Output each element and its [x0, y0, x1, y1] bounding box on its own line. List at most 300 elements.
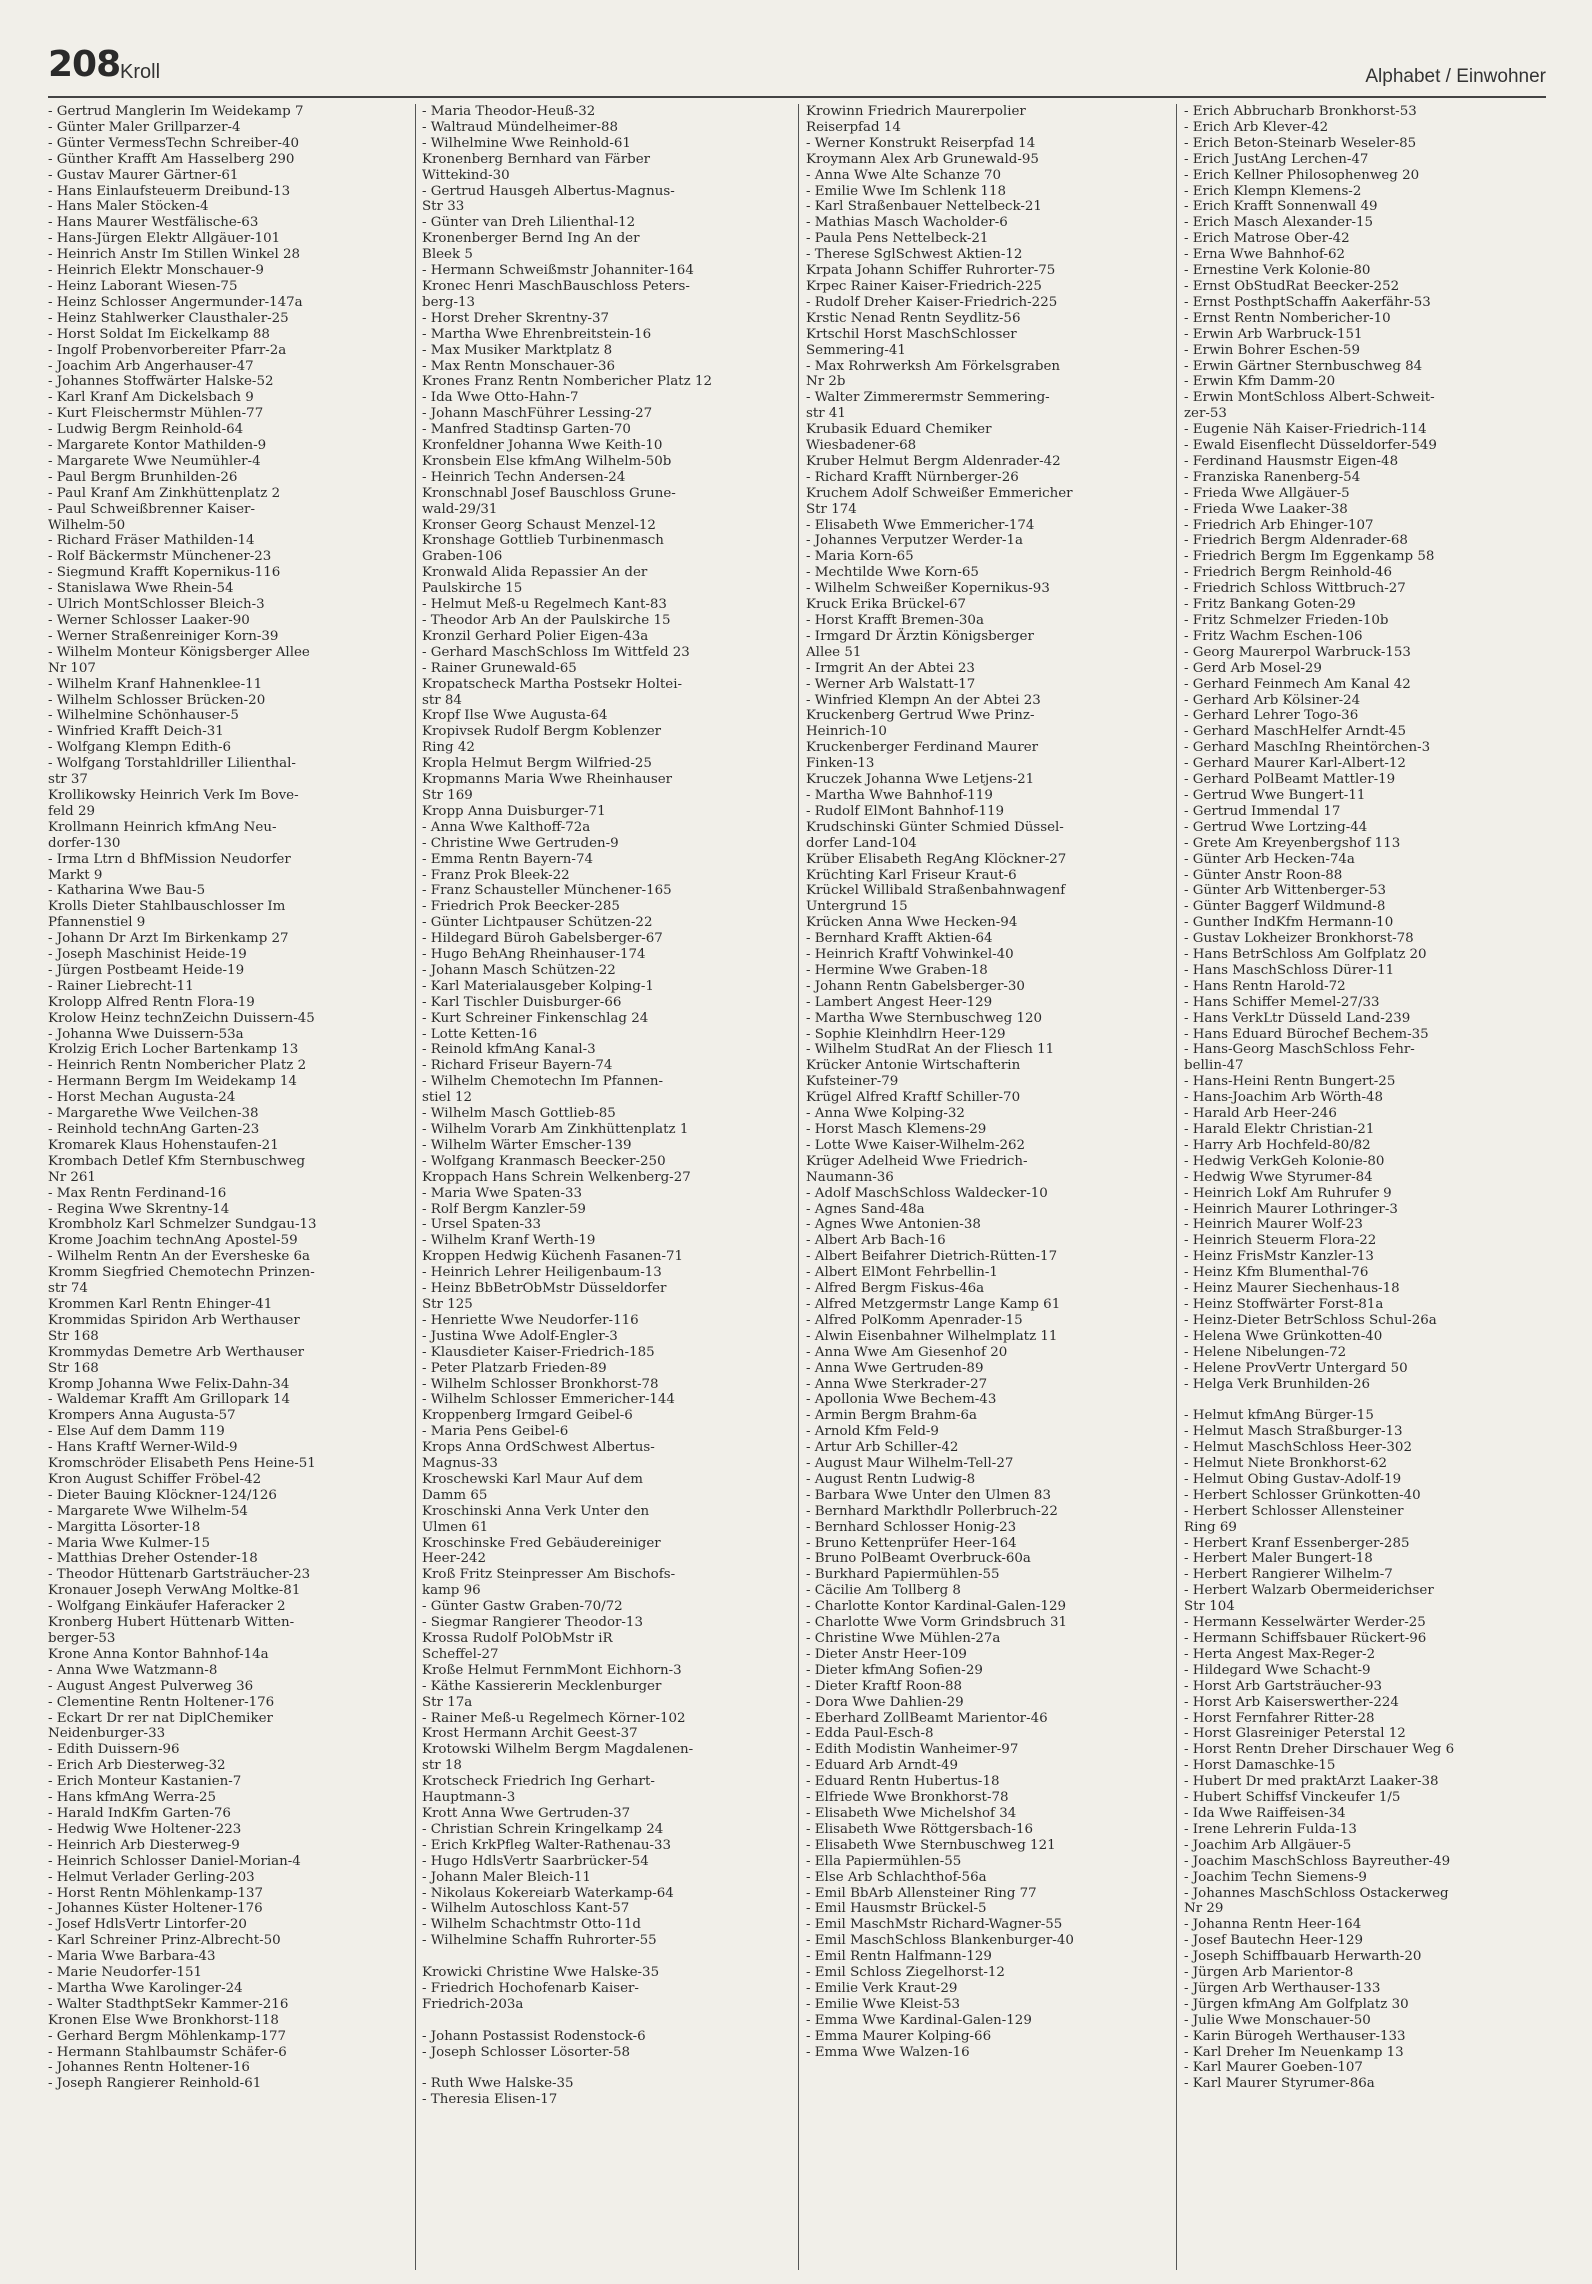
directory-entry-line: - Harald Elektr Christian-21 [1184, 1122, 1375, 1137]
directory-entry-line: Krücker Antonie Wirtschafterin [806, 1058, 1021, 1074]
directory-entry-line: - Gerhard MaschSchloss Im Wittfeld 23 [422, 644, 690, 660]
directory-entry-line: - Alfred Metzgermstr Lange Kamp 61 [806, 1296, 1061, 1312]
directory-entry-line: - Sophie Kleinhdlrn Heer-129 [806, 1026, 1006, 1042]
directory-entry-line: - Gertrud Immendal 17 [1184, 803, 1341, 819]
directory-entry-line: - Margarete Wwe Neumühler-4 [48, 453, 261, 469]
directory-entry-line: Kronenberg Bernhard van Färber [422, 151, 651, 167]
directory-entry-line: - August Angest Pulverweg 36 [48, 1678, 254, 1694]
directory-entry-line: Graben-106 [422, 549, 503, 565]
column-rule [1176, 104, 1177, 2270]
directory-entry-line: - Ruth Wwe Halske-35 [422, 2076, 574, 2092]
directory-entry-line: Krüber Elisabeth RegAng Klöckner-27 [806, 851, 1067, 867]
column-4 [1184, 104, 1546, 2270]
directory-entry-line: Kromschröder Elisabeth Pens Heine-51 [48, 1456, 316, 1472]
directory-entry-line: Damm 65 [422, 1487, 488, 1503]
directory-entry-line: - Maria Wwe Spaten-33 [422, 1185, 583, 1201]
directory-entry-line: - Herbert Walzarb Obermeiderichser [1184, 1583, 1434, 1599]
directory-entry-line: - Heinz-Dieter BetrSchloss Schul-26a [1184, 1312, 1437, 1328]
directory-entry-line: - Helmut MaschSchloss Heer-302 [1184, 1440, 1412, 1456]
directory-entry-line: - Eduard Rentn Hubertus-18 [806, 1774, 1000, 1790]
directory-entry-line: str 41 [806, 406, 846, 422]
directory-entry-line: - Hans-Joachim Arb Wörth-48 [1184, 1090, 1384, 1106]
directory-entry-line: Kromm Siegfried Chemotechn Prinzen- [48, 1265, 315, 1281]
directory-entry-line: - Waltraud Mündelheimer-88 [422, 119, 619, 135]
directory-entry-line: - Hans Maler Stöcken-4 [48, 199, 209, 215]
directory-entry-line: - Wilhelm Monteur Königsberger Allee [48, 644, 310, 660]
directory-entry-line: - Heinrich Anstr Im Stillen Winkel 28 [48, 247, 301, 263]
directory-entry-line: - Josef HdlsVertr Lintorfer-20 [48, 1917, 247, 1933]
directory-entry-line: - Wilhelmine Schaffn Ruhrorter-55 [422, 1933, 657, 1949]
directory-entry-line: - Anna Wwe Sterkrader-27 [806, 1376, 988, 1392]
directory-entry-line: - Margitta Lösorter-18 [48, 1519, 201, 1535]
directory-entry-line: - Frieda Wwe Laaker-38 [1184, 501, 1348, 517]
directory-entry-line: - Mathias Masch Wacholder-6 [806, 215, 1008, 231]
directory-entry-line: Kropf Ilse Wwe Augusta-64 [422, 708, 608, 724]
directory-entry-line: - Ursel Spaten-33 [422, 1217, 542, 1233]
directory-entry-line: - Heinz BbBetrObMstr Düsseldorfer [422, 1281, 667, 1297]
directory-entry-line: Krüger Adelheid Wwe Friedrich- [806, 1153, 1028, 1169]
directory-entry-line: - Horst Masch Klemens-29 [806, 1122, 987, 1137]
directory-entry-line: - Erna Wwe Bahnhof-62 [1184, 247, 1346, 263]
directory-entry-line: - Emilie Verk Kraut-29 [806, 1980, 958, 1996]
directory-entry-line: - Erwin Bohrer Eschen-59 [1184, 342, 1360, 358]
directory-entry-line: - Irmgard Dr Ärztin Königsberger [806, 628, 1034, 644]
directory-entry-line: - Else Auf dem Damm 119 [48, 1424, 225, 1440]
directory-entry-line: - Hedwig VerkGeh Kolonie-80 [1184, 1153, 1385, 1169]
directory-entry-line: Kronec Henri MaschBauschloss Peters- [422, 278, 690, 294]
directory-entry-line: - Helmut kfmAng Bürger-15 [1184, 1408, 1374, 1424]
directory-entry-line: - Agnes Wwe Antonien-38 [806, 1217, 981, 1233]
directory-entry-line: - Rainer Liebrecht-11 [48, 978, 194, 994]
directory-entry-line: - Hugo HdlsVertr Saarbrücker-54 [422, 1853, 649, 1869]
directory-entry-line: - Wilhelm Schlosser Bronkhorst-78 [422, 1376, 659, 1392]
page-header [48, 44, 1546, 98]
directory-entry-line: Krügel Alfred Kraftf Schiller-70 [806, 1090, 1021, 1106]
directory-entry-line: - Hans VerkLtr Düsseld Land-239 [1184, 1010, 1411, 1026]
directory-entry-line: Krommidas Spiridon Arb Werthauser [48, 1312, 300, 1328]
directory-entry-line: - Gertrud Hausgeh Albertus-Magnus- [422, 183, 675, 199]
directory-entry-line: - Anna Wwe Watzmann-8 [48, 1662, 218, 1678]
directory-entry-line: - Erwin Kfm Damm-20 [1184, 374, 1336, 390]
directory-entry-line: - Irene Lehrerin Fulda-13 [1184, 1821, 1357, 1837]
directory-entry-line: str 37 [48, 772, 88, 788]
directory-entry-line: Kronen Else Wwe Bronkhorst-118 [48, 2012, 279, 2028]
directory-entry-line: - August Maur Wilhelm-Tell-27 [806, 1456, 1014, 1472]
directory-entry-line: - Wilhelmine Wwe Reinhold-61 [422, 135, 631, 151]
directory-entry-line: Krolow Heinz technZeichn Duissern-45 [48, 1010, 315, 1026]
directory-entry-line: Kroppenberg Irmgard Geibel-6 [422, 1408, 633, 1424]
directory-entry-line: Krubasik Eduard Chemiker [806, 422, 992, 438]
directory-entry-line: - Julie Wwe Monschauer-50 [1184, 2012, 1371, 2028]
directory-entry-line: - Hans Einlaufsteuerm Dreibund-13 [48, 183, 291, 199]
directory-entry-line: - Johannes Küster Holtener-176 [48, 1901, 263, 1917]
directory-entry-line: - Erich Arb Klever-42 [1184, 119, 1329, 135]
directory-entry-line: - Gertrud Wwe Bungert-11 [1184, 787, 1366, 803]
directory-entry-line: - Fritz Bankang Goten-29 [1184, 597, 1356, 613]
column-rule [415, 104, 416, 2270]
directory-entry-line: - Winfried Krafft Deich-31 [48, 724, 224, 740]
directory-entry-line: - Emilie Wwe Kleist-53 [806, 1996, 960, 2012]
directory-entry-line: - Karl Materialausgeber Kolping-1 [422, 978, 654, 994]
directory-entry-line: - Erich Klempn Klemens-2 [1184, 183, 1362, 199]
directory-entry-line: - Günther Krafft Am Hasselberg 290 [48, 151, 295, 167]
directory-entry-line: - Ewald Eisenflecht Düsseldorfer-549 [1184, 438, 1437, 454]
directory-entry-line: - Cäcilie Am Tollberg 8 [806, 1583, 961, 1599]
directory-entry-line: - Kurt Schreiner Finkenschlag 24 [422, 1010, 649, 1026]
directory-entry-line: - Karl Dreher Im Neuenkamp 13 [1184, 2044, 1404, 2060]
directory-entry-line: - Dieter Kraftf Roon-88 [806, 1678, 963, 1694]
directory-entry-line: - Käthe Kassiererin Mecklenburger [422, 1678, 662, 1694]
directory-entry-line: - Winfried Klempn An der Abtei 23 [806, 692, 1041, 708]
directory-entry-line: Krolzig Erich Locher Bartenkamp 13 [48, 1042, 299, 1058]
directory-entry-line: - Franz Prok Bleek-22 [422, 867, 570, 883]
directory-entry-line: - Ernst PosthptSchaffn Aakerfähr-53 [1184, 294, 1431, 310]
directory-entry-line: - Gerhard Lehrer Togo-36 [1184, 708, 1359, 724]
directory-entry-line: - Wilhelm Vorarb Am Zinkhüttenplatz 1 [422, 1122, 689, 1137]
directory-entry-line: Kruckenberger Ferdinand Maurer [806, 740, 1039, 756]
directory-entry-line: Kronsbein Else kfmAng Wilhelm-50b [422, 453, 672, 469]
directory-entry-line: Nr 2b [806, 374, 846, 390]
directory-entry-line: - Helmut Meß-u Regelmech Kant-83 [422, 597, 667, 613]
directory-entry-line: - Helene ProvVertr Untergard 50 [1184, 1360, 1408, 1376]
column-rule [798, 104, 799, 2270]
directory-entry-line: - Heinrich Rentn Nombericher Platz 2 [48, 1058, 307, 1074]
directory-entry-line: Kronberg Hubert Hüttenarb Witten- [48, 1615, 295, 1631]
directory-entry-line: - Heinrich Maurer Lothringer-3 [1184, 1201, 1398, 1217]
directory-entry-line: - Jürgen Postbeamt Heide-19 [48, 962, 245, 978]
directory-entry-line: Krtschil Horst MaschSchlosser [806, 326, 1017, 342]
directory-entry-line: - Paul Bergm Brunhilden-26 [48, 469, 238, 485]
directory-entry-line: Krowicki Christine Wwe Halske-35 [422, 1965, 660, 1981]
directory-entry-line: - Friedrich Prok Beecker-285 [422, 899, 620, 915]
directory-entry-line: - Bruno PolBeamt Overbruck-60a [806, 1551, 1031, 1567]
directory-entry-line: Kronser Georg Schaust Menzel-12 [422, 517, 656, 533]
directory-entry-line: - Joseph Schiffbauarb Herwarth-20 [1184, 1949, 1422, 1965]
directory-entry-line: - Anna Wwe Am Giesenhof 20 [806, 1344, 1008, 1360]
directory-entry-line: Krome Joachim technAng Apostel-59 [48, 1233, 298, 1249]
directory-entry-line: - Lambert Angest Heer-129 [806, 994, 993, 1010]
directory-entry-line: - Richard Krafft Nürnberger-26 [806, 469, 1019, 485]
directory-entry-line: Ring 69 [1184, 1519, 1237, 1535]
directory-entry-line: - Heinrich Techn Andersen-24 [422, 469, 626, 485]
directory-entry-line: - Wilhelm Autoschloss Kant-57 [422, 1901, 630, 1917]
directory-entry-line: - Emil Hausmstr Brückel-5 [806, 1901, 987, 1917]
directory-entry-line: Krolls Dieter Stahlbauschlosser Im [48, 899, 286, 915]
directory-entry-line: Str 174 [806, 501, 857, 517]
directory-entry-line: Krommydas Demetre Arb Werthauser [48, 1344, 305, 1360]
directory-entry-line: - Margarete Wwe Wilhelm-54 [48, 1503, 248, 1519]
directory-entry-line: - Wilhelm Kranf Hahnenklee-11 [48, 676, 263, 692]
directory-entry-line: Krollikowsky Heinrich Verk Im Bove- [48, 787, 299, 803]
directory-entry-line: - Richard Fräser Mathilden-14 [48, 533, 255, 549]
directory-entry-line: - Emma Wwe Kardinal-Galen-129 [806, 2012, 1032, 2028]
directory-entry-line: - Hermann Kesselwärter Werder-25 [1184, 1615, 1426, 1631]
directory-entry-line: - Elfriede Wwe Bronkhorst-78 [806, 1790, 1009, 1806]
directory-entry-line: Kroppach Hans Schrein Welkenberg-27 [422, 1169, 691, 1185]
directory-entry-line: Wiesbadener-68 [806, 438, 917, 454]
directory-entry-line: - Hans-Georg MaschSchloss Fehr- [1184, 1042, 1415, 1058]
directory-entry-line: - Frieda Wwe Allgäuer-5 [1184, 485, 1350, 501]
directory-entry-line: - Karl Maurer Goeben-107 [1184, 2060, 1363, 2076]
directory-entry-line: - Heinrich Elektr Monschauer-9 [48, 263, 264, 279]
directory-entry-line: - Wolfgang Einkäufer Haferacker 2 [48, 1599, 286, 1615]
directory-entry-line: - Else Arb Schlachthof-56a [806, 1869, 987, 1885]
directory-entry-line: - Heinrich Lokf Am Ruhrufer 9 [1184, 1185, 1392, 1201]
directory-entry-line: - Margarete Kontor Mathilden-9 [48, 438, 267, 454]
directory-entry-line: Allee 51 [806, 644, 862, 660]
directory-entry-line: - Maria Theodor-Heuß-32 [422, 104, 596, 119]
directory-entry-line: - Arnold Kfm Feld-9 [806, 1424, 939, 1440]
directory-entry-line: - Klausdieter Kaiser-Friedrich-185 [422, 1344, 655, 1360]
directory-entry-line: Kufsteiner-79 [806, 1074, 899, 1090]
directory-entry-line: - Horst Mechan Augusta-24 [48, 1090, 236, 1106]
directory-entry-line: - Emil MaschSchloss Blankenburger-40 [806, 1933, 1074, 1949]
directory-entry-line: Kroppen Hedwig Küchenh Fasanen-71 [422, 1249, 684, 1265]
directory-entry-line: - Werner Straßenreiniger Korn-39 [48, 628, 279, 644]
directory-entry-line: - Horst Glasreiniger Peterstal 12 [1184, 1726, 1406, 1742]
directory-entry-line: - Elisabeth Wwe Sternbuschweg 121 [806, 1837, 1056, 1853]
directory-entry-line: - Albert ElMont Fehrbellin-1 [806, 1265, 998, 1281]
directory-entry-line: Krudschinski Günter Schmied Düssel- [806, 819, 1064, 835]
directory-entry-line: Kropla Helmut Bergm Wilfried-25 [422, 756, 652, 772]
directory-entry-line: - Wolfgang Torstahldriller Lilienthal- [48, 756, 296, 772]
directory-entry-line: - Johann Rentn Gabelsberger-30 [806, 978, 1025, 994]
directory-entry-line: - Justina Wwe Adolf-Engler-3 [422, 1328, 618, 1344]
directory-entry-line: - Ella Papiermühlen-55 [806, 1853, 962, 1869]
directory-entry-line: - Georg Maurerpol Warbruck-153 [1184, 644, 1411, 660]
directory-entry-line: - Johannes Rentn Holtener-16 [48, 2060, 250, 2076]
directory-entry-line: - Dieter Bauing Klöckner-124/126 [48, 1487, 277, 1503]
directory-entry-line: - Edith Duissern-96 [48, 1742, 180, 1758]
directory-entry-line: - Dieter Anstr Heer-109 [806, 1646, 967, 1662]
directory-entry-line: - Rudolf Dreher Kaiser-Friedrich-225 [806, 294, 1058, 310]
directory-entry-line: - Erich Abbrucharb Bronkhorst-53 [1184, 104, 1417, 119]
directory-entry-line: - Erich Kellner Philosophenweg 20 [1184, 167, 1420, 183]
directory-entry-line: - Günter van Dreh Lilienthal-12 [422, 215, 636, 231]
directory-entry-line: Krost Hermann Archit Geest-37 [422, 1726, 638, 1742]
directory-entry-line: - Friedrich Hochofenarb Kaiser- [422, 1980, 639, 1996]
directory-entry-line: - Heinrich Maurer Wolf-23 [1184, 1217, 1363, 1233]
directory-entry-line: - Erwin MontSchloss Albert-Schweit- [1184, 390, 1435, 406]
directory-entry-line: - Johanna Rentn Heer-164 [1184, 1917, 1362, 1933]
directory-entry-line: - Albert Arb Bach-16 [806, 1233, 946, 1249]
directory-entry-line: - Hermann Stahlbaumstr Schäfer-6 [48, 2044, 287, 2060]
directory-entry-line: - Heinz Schlosser Angermunder-147a [48, 294, 303, 310]
directory-entry-line: - Joseph Rangierer Reinhold-61 [48, 2076, 262, 2092]
directory-entry-line: - Gerhard Maurer Karl-Albert-12 [1184, 756, 1406, 772]
directory-entry-line: - Hubert Schiffsf Vinckeufer 1/5 [1184, 1790, 1401, 1806]
directory-entry-line: - Hans Kraftf Werner-Wild-9 [48, 1440, 238, 1456]
directory-entry-line: Kromarek Klaus Hohenstaufen-21 [48, 1137, 279, 1153]
directory-entry-line: - Friedrich Arb Ehinger-107 [1184, 517, 1374, 533]
directory-entry-line: Kronfeldner Johanna Wwe Keith-10 [422, 438, 663, 454]
directory-entry-line: - Herbert Maler Bungert-18 [1184, 1551, 1373, 1567]
directory-entry-line: - Gerhard Bergm Möhlenkamp-177 [48, 2028, 287, 2044]
directory-entry-line: - Henriette Wwe Neudorfer-116 [422, 1312, 639, 1328]
directory-entry-line: bellin-47 [1184, 1058, 1244, 1074]
directory-entry-line: - Herbert Schlosser Allensteiner [1184, 1503, 1404, 1519]
directory-entry-line: Krpec Rainer Kaiser-Friedrich-225 [806, 278, 1042, 294]
directory-entry-line: - Günter Maler Grillparzer-4 [48, 119, 241, 135]
directory-entry-line: - Bernhard Schlosser Honig-23 [806, 1519, 1017, 1535]
directory-entry-line: - Herta Angest Max-Reger-2 [1184, 1646, 1376, 1662]
directory-entry-line: - Wilhelm Masch Gottlieb-85 [422, 1106, 616, 1122]
directory-entry-line: - Heinrich Schlosser Daniel-Morian-4 [48, 1853, 301, 1869]
directory-entry-line: - Emil MaschMstr Richard-Wagner-55 [806, 1917, 1063, 1933]
directory-entry-line: - Erich Matrose Ober-42 [1184, 231, 1350, 247]
directory-entry-line: - Grete Am Kreyenbergshof 113 [1184, 835, 1401, 851]
directory-entry-line: - Manfred Stadtinsp Garten-70 [422, 422, 631, 438]
directory-entry-line: - Alfred PolKomm Apenrader-15 [806, 1312, 1023, 1328]
directory-entry-line: Krossa Rudolf PolObMstr iR [422, 1631, 613, 1646]
directory-entry-line: - Jürgen Arb Marientor-8 [1184, 1965, 1354, 1981]
directory-entry-line: Kron August Schiffer Fröbel-42 [48, 1471, 262, 1487]
directory-entry-line: - Peter Platzarb Frieden-89 [422, 1360, 607, 1376]
directory-entry-line: - Ingolf Probenvorbereiter Pfarr-2a [48, 342, 287, 358]
directory-entry-line: - Gerd Arb Mosel-29 [1184, 660, 1322, 676]
directory-entry-line: - Hermann Schiffsbauer Rückert-96 [1184, 1631, 1427, 1646]
directory-entry-line: - Marie Neudorfer-151 [48, 1965, 203, 1981]
directory-entry-line: Kroße Helmut FernmMont Eichhorn-3 [422, 1662, 682, 1678]
directory-entry-line: Kruck Erika Brückel-67 [806, 597, 966, 613]
directory-entry-line: - Hermann Schweißmstr Johanniter-164 [422, 263, 694, 279]
directory-entry-line: Kroß Fritz Steinpresser Am Bischofs- [422, 1567, 676, 1583]
directory-entry-line: - Günter Lichtpauser Schützen-22 [422, 915, 653, 931]
directory-entry-line: - Eugenie Näh Kaiser-Friedrich-114 [1184, 422, 1427, 438]
directory-entry-line: - Günter Arb Hecken-74a [1184, 851, 1355, 867]
directory-entry-line: - Wilhelm Chemotechn Im Pfannen- [422, 1074, 664, 1090]
directory-entry-line: Krompers Anna Augusta-57 [48, 1408, 236, 1424]
directory-entry-line: - Maria Pens Geibel-6 [422, 1424, 569, 1440]
directory-entry-line: - Karl Straßenbauer Nettelbeck-21 [806, 199, 1042, 215]
directory-entry-line: - Katharina Wwe Bau-5 [48, 883, 206, 899]
directory-entry-line: - Gerhard Feinmech Am Kanal 42 [1184, 676, 1411, 692]
directory-entry-line: Bleek 5 [422, 247, 473, 263]
directory-entry-line: - Hermine Wwe Graben-18 [806, 962, 988, 978]
directory-entry-line: - Armin Bergm Brahm-6a [806, 1408, 977, 1424]
directory-entry-line: - Heinz Kfm Blumenthal-76 [1184, 1265, 1369, 1281]
directory-entry-line: - Eduard Arb Arndt-49 [806, 1758, 959, 1774]
directory-entry-line [422, 2060, 784, 2076]
directory-entry-line: Kronshage Gottlieb Turbinenmasch [422, 533, 664, 549]
directory-entry-line: Str 33 [422, 199, 465, 215]
directory-entry-line: Wilhelm-50 [48, 517, 126, 533]
directory-entry-line: - Johanna Wwe Duissern-53a [48, 1026, 244, 1042]
directory-entry-line: - Hildegard Wwe Schacht-9 [1184, 1662, 1371, 1678]
directory-entry-line: - Johann Maler Bleich-11 [422, 1869, 591, 1885]
directory-entry-line: - Artur Arb Schiller-42 [806, 1440, 959, 1456]
directory-entry-line: - Josef Bautechn Heer-129 [1184, 1933, 1363, 1949]
directory-entry-line: - Gerhard MaschHelfer Arndt-45 [1184, 724, 1406, 740]
directory-entry-line: Wittekind-30 [422, 167, 510, 183]
directory-entry-line: - Siegmar Rangierer Theodor-13 [422, 1615, 643, 1631]
directory-entry-line: - Günter Baggerf Wildmund-8 [1184, 899, 1386, 915]
directory-entry-line: Kruczek Johanna Wwe Letjens-21 [806, 772, 1035, 788]
directory-entry-line: - Ulrich MontSchlosser Bleich-3 [48, 597, 265, 613]
directory-entry-line: Krones Franz Rentn Nombericher Platz 12 [422, 374, 713, 390]
directory-entry-line: Krops Anna OrdSchwest Albertus- [422, 1440, 655, 1456]
directory-entry-line: - Mechtilde Wwe Korn-65 [806, 565, 979, 581]
directory-entry-line: - Gunther IndKfm Hermann-10 [1184, 915, 1394, 931]
directory-entry-line [422, 2013, 784, 2029]
directory-entry-line: - Hans Schiffer Memel-27/33 [1184, 994, 1380, 1010]
directory-entry-line: Kruchem Adolf Schweißer Emmericher [806, 485, 1073, 501]
directory-entry-line: Krollmann Heinrich kfmAng Neu- [48, 819, 277, 835]
directory-entry-line: Str 17a [422, 1694, 473, 1710]
directory-entry-line: Krone Anna Kontor Bahnhof-14a [48, 1646, 269, 1662]
directory-entry-line: - Maria Wwe Kulmer-15 [48, 1535, 211, 1551]
directory-entry-line: - Wolfgang Kranmasch Beecker-250 [422, 1153, 666, 1169]
directory-entry-line: - Johannes Verputzer Werder-1a [806, 533, 1024, 549]
directory-entry-line: - Therese SglSchwest Aktien-12 [806, 247, 1023, 263]
directory-entry-line: Magnus-33 [422, 1456, 498, 1472]
directory-entry-line: - Max Rohrwerksh Am Förkelsgraben [806, 358, 1061, 374]
directory-entry-line: - Siegmund Krafft Kopernikus-116 [48, 565, 281, 581]
directory-entry-line: - Ludwig Bergm Reinhold-64 [48, 422, 244, 438]
directory-entry-line: - Reinold kfmAng Kanal-3 [422, 1042, 596, 1058]
directory-entry-line: - Herbert Schlosser Grünkotten-40 [1184, 1487, 1421, 1503]
directory-entry-line: - Joachim Arb Allgäuer-5 [1184, 1837, 1352, 1853]
directory-entry-line: - Alwin Eisenbahner Wilhelmplatz 11 [806, 1328, 1058, 1344]
directory-entry-line: Krotowski Wilhelm Bergm Magdalenen- [422, 1742, 694, 1758]
directory-entry-line: - Bruno Kettenprüfer Heer-164 [806, 1535, 1017, 1551]
directory-entry-line: Str 169 [422, 787, 473, 803]
directory-entry-line: - Max Musiker Marktplatz 8 [422, 342, 613, 358]
directory-entry-line: Heer-242 [422, 1551, 487, 1567]
directory-entry-line: - Horst Dreher Skrentny-37 [422, 310, 610, 326]
directory-entry-line: - Theodor Hüttenarb Gartsträucher-23 [48, 1567, 311, 1583]
directory-entry-line: Scheffel-27 [422, 1646, 499, 1662]
directory-entry-line: - Heinrich Lehrer Heiligenbaum-13 [422, 1265, 662, 1281]
directory-entry-line: - Hans Maurer Westfälische-63 [48, 215, 259, 231]
directory-entry-line: dorfer-130 [48, 835, 121, 851]
directory-entry-line: - Hedwig Wwe Styrumer-84 [1184, 1169, 1373, 1185]
directory-entry-line: - Hans-Heini Rentn Bungert-25 [1184, 1074, 1396, 1090]
directory-entry-line: - Martha Wwe Bahnhof-119 [806, 787, 993, 803]
directory-entry-line: Str 168 [48, 1360, 99, 1376]
directory-entry-line: - Gerhard PolBeamt Mattler-19 [1184, 772, 1396, 788]
directory-entry-line: - Hans Rentn Harold-72 [1184, 978, 1346, 994]
directory-entry-line: - Elisabeth Wwe Emmericher-174 [806, 517, 1035, 533]
directory-entry-line: - Heinz Stahlwerker Clausthaler-25 [48, 310, 289, 326]
directory-entry-line: - Erich Monteur Kastanien-7 [48, 1774, 242, 1790]
directory-entry-line: - Harald IndKfm Garten-76 [48, 1805, 231, 1821]
directory-entry-line: - Christine Wwe Gertruden-9 [422, 835, 619, 851]
directory-entry-line: Kroschinske Fred Gebäudereiniger [422, 1535, 661, 1551]
directory-entry-line: - Bernhard Markthdlr Pollerbruch-22 [806, 1503, 1058, 1519]
directory-entry-line: - Franziska Ranenberg-54 [1184, 469, 1361, 485]
directory-entry-line: - Charlotte Kontor Kardinal-Galen-129 [806, 1599, 1067, 1615]
directory-entry-line: - Erich JustAng Lerchen-47 [1184, 151, 1369, 167]
directory-entry-line: - Johann Dr Arzt Im Birkenkamp 27 [48, 931, 289, 947]
directory-entry-line: - Clementine Rentn Holtener-176 [48, 1694, 275, 1710]
directory-entry-line: - Werner Arb Walstatt-17 [806, 676, 976, 692]
directory-entry-line: Krpata Johann Schiffer Ruhrorter-75 [806, 263, 1056, 279]
directory-entry-line: - Emil BbArb Allensteiner Ring 77 [806, 1885, 1037, 1901]
directory-entry-line: - Hans MaschSchloss Dürer-11 [1184, 962, 1395, 978]
directory-entry-line: - Burkhard Papiermühlen-55 [806, 1567, 1000, 1583]
directory-entry-line: - Johannes MaschSchloss Ostackerweg [1184, 1885, 1449, 1901]
directory-entry-line: - Emma Rentn Bayern-74 [422, 851, 593, 867]
directory-entry-line [1184, 1392, 1546, 1408]
directory-entry-line: - Harald Arb Heer-246 [1184, 1106, 1337, 1122]
directory-entry-line: Krücken Anna Wwe Hecken-94 [806, 915, 1018, 931]
directory-entry-line: - Anna Wwe Gertruden-89 [806, 1360, 984, 1376]
directory-entry-line: Friedrich-203a [422, 1996, 524, 2012]
directory-entry-line: Kronschnabl Josef Bauschloss Grune- [422, 485, 676, 501]
directory-entry-line: - Gustav Maurer Gärtner-61 [48, 167, 239, 183]
directory-entry-line: - Walter Zimmerermstr Semmering- [806, 390, 1050, 406]
